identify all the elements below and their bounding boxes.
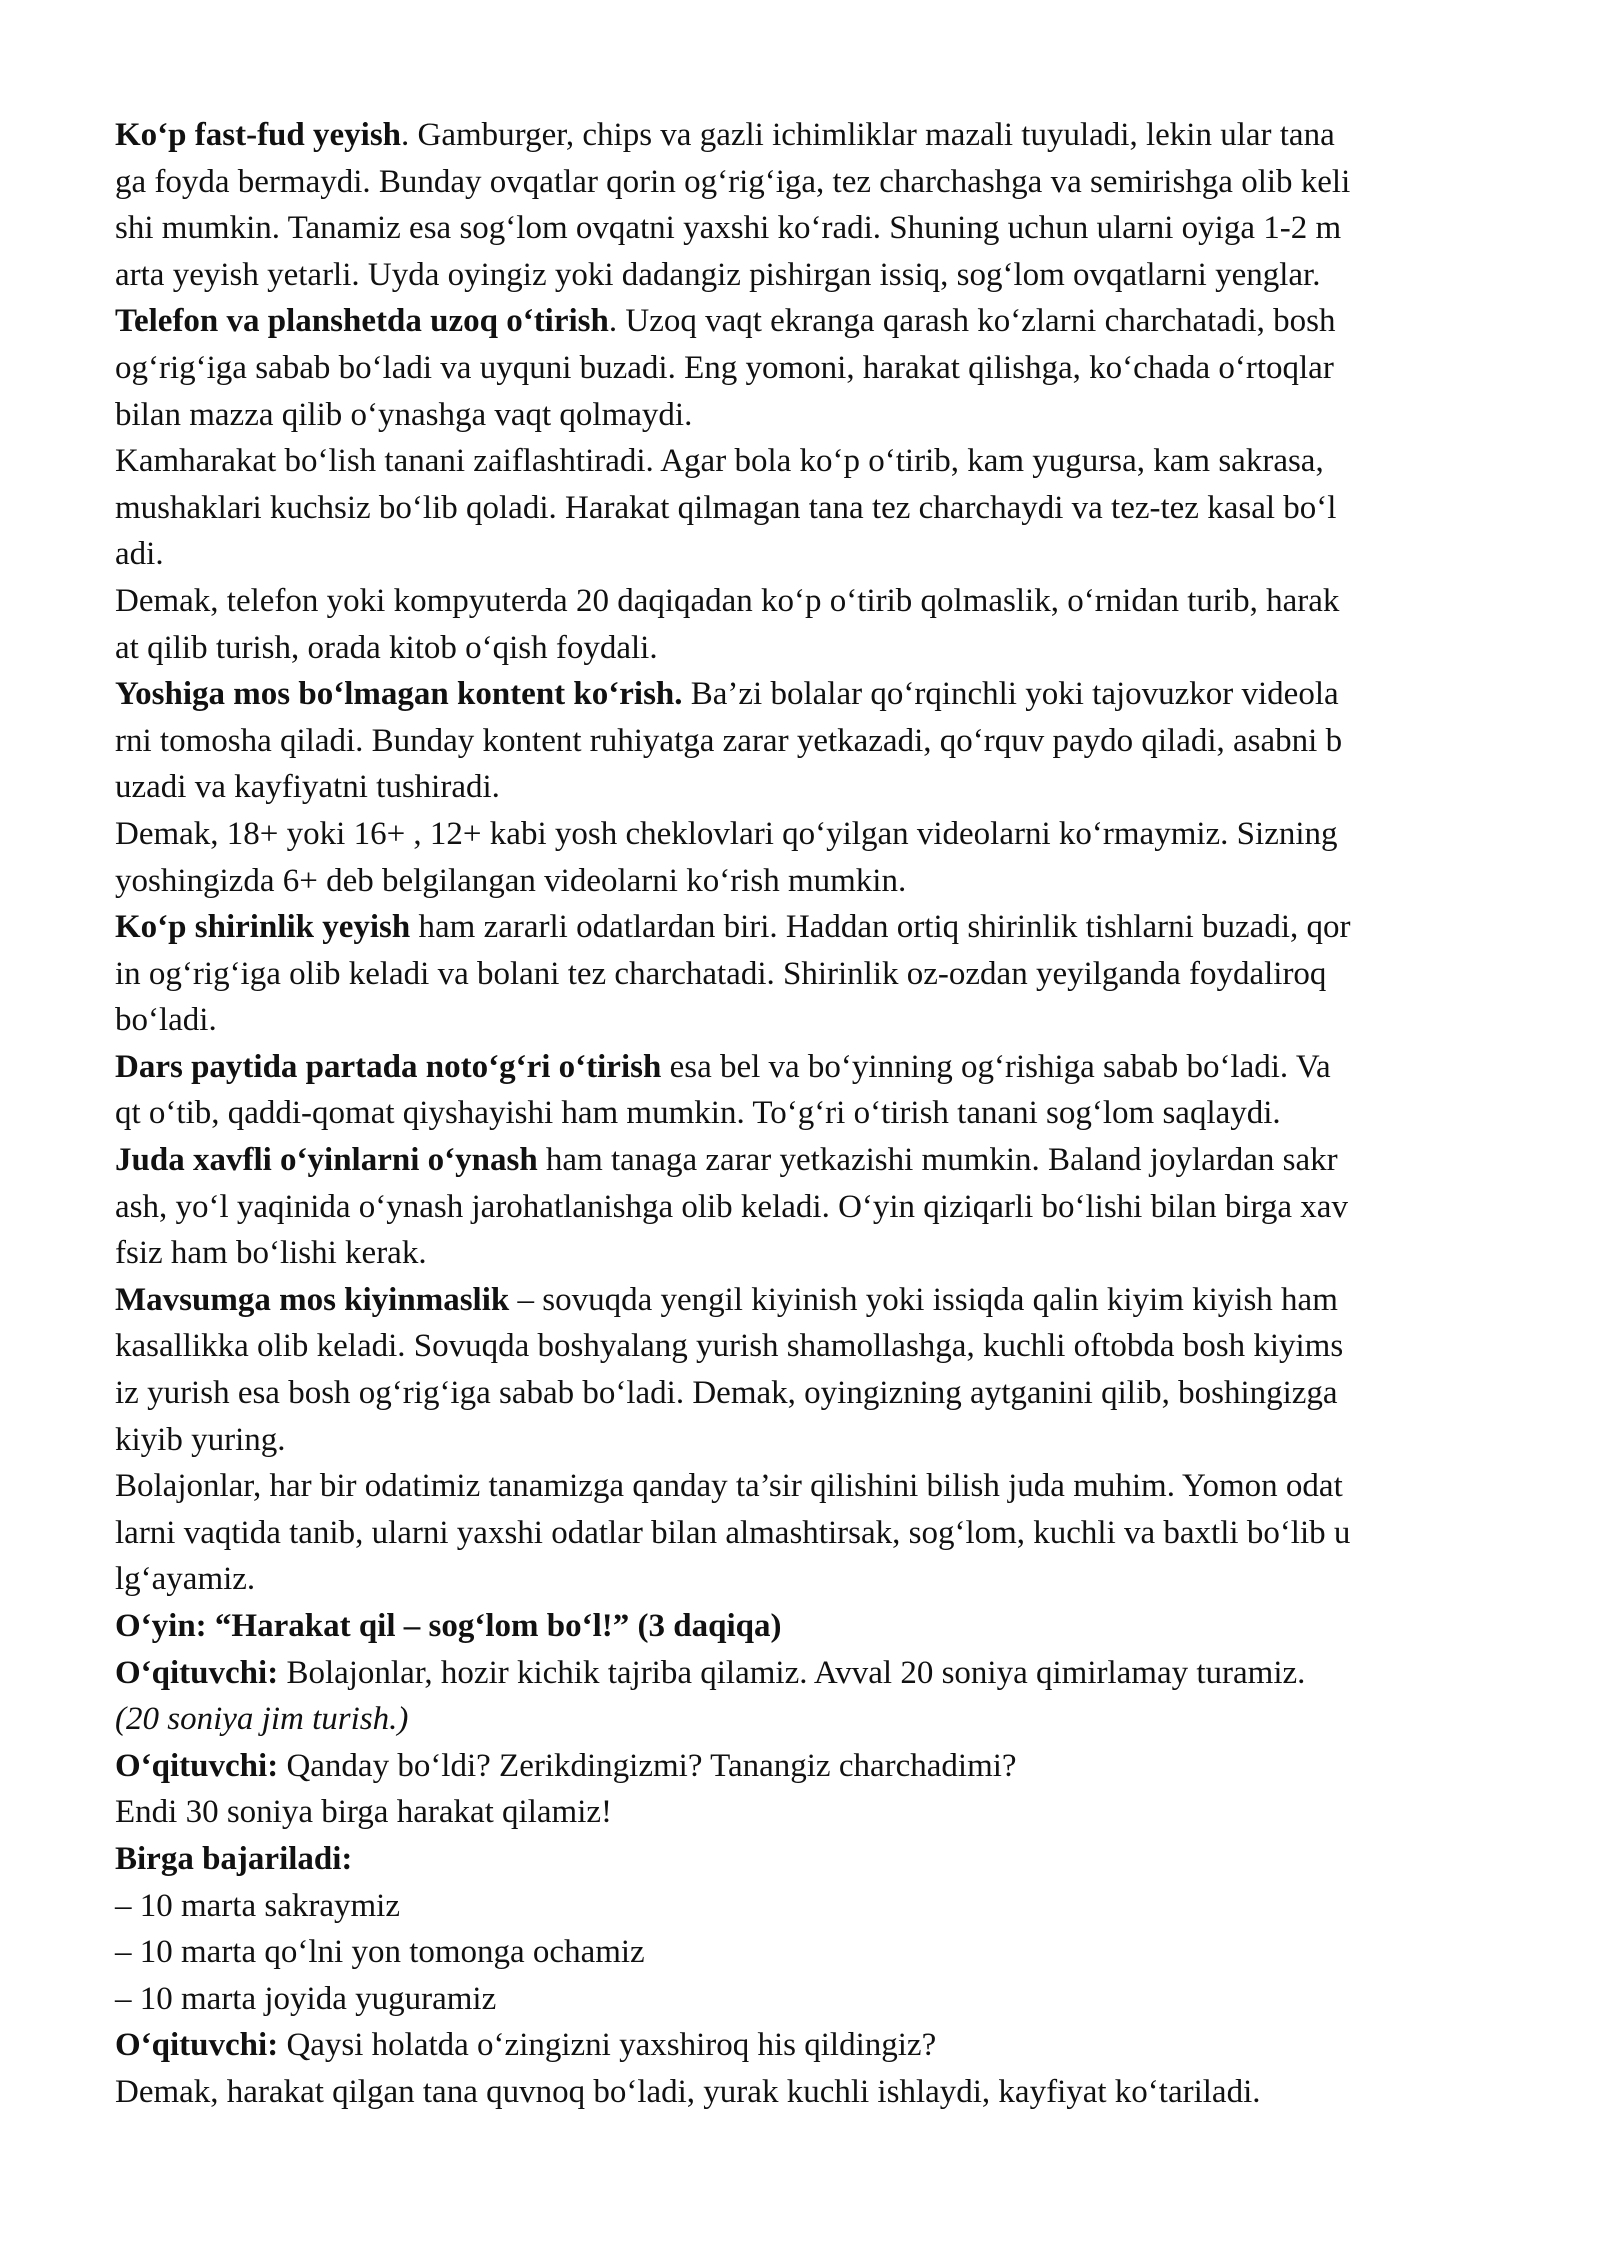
text-line: [115, 1696, 1525, 1743]
body-text: fsiz ham bo‘lishi kerak.: [115, 1235, 427, 1272]
text-line: [115, 205, 1525, 252]
body-text: kiyib yuring.: [115, 1421, 286, 1458]
body-text: Kamharakat bo‘lish tanani zaiflashtiradi. Agar bola ko‘p o‘tirib, kam yugursa, kam sakrasa,: [115, 443, 1324, 480]
italic-text: (20 soniya jim turish.): [115, 1701, 409, 1738]
body-text: uzadi va kayfiyatni tushiradi.: [115, 769, 500, 806]
text-line: [115, 2022, 1525, 2069]
body-text: bilan mazza qilib o‘ynashga vaqt qolmaydi.: [115, 396, 693, 433]
text-line: [115, 1556, 1525, 1603]
body-text: Bolajonlar, har bir odatimiz tanamizga qanday ta’sir qilishini bilish juda muhim. Yomon odat: [115, 1468, 1343, 1505]
text-line: [115, 904, 1525, 951]
text-line: [115, 997, 1525, 1044]
bold-text: Telefon va planshetda uzoq o‘tirish: [115, 303, 609, 340]
body-text: yoshingizda 6+ deb belgilangan videolarni ko‘rish mumkin.: [115, 862, 907, 899]
body-text: at qilib turish, orada kitob o‘qish foydali.: [115, 629, 658, 666]
body-text: rni tomosha qiladi. Bunday kontent ruhiyatga zarar yetkazadi, qo‘rquv paydo qiladi, asabni b: [115, 722, 1343, 759]
bold-text: Yoshiga mos bo‘lmagan kontent ko‘rish.: [115, 676, 683, 713]
text-line: [115, 1230, 1525, 1277]
text-line: [115, 1463, 1525, 1510]
text-line: [115, 1836, 1525, 1883]
body-text: ham tanaga zarar yetkazishi mumkin. Baland joylardan sakr: [537, 1142, 1338, 1179]
text-line: [115, 1976, 1525, 2023]
text-line: [115, 392, 1525, 439]
text-line: [115, 764, 1525, 811]
text-line: [115, 1789, 1525, 1836]
document-page: [115, 112, 1525, 2116]
body-text: larni vaqtida tanib, ularni yaxshi odatlar bilan almashtirsak, sog‘lom, kuchli va baxtli bo‘lib u: [115, 1514, 1351, 1551]
body-text: Ba’zi bolalar qo‘rqinchli yoki tajovuzkor videola: [682, 676, 1339, 713]
body-text: mushaklari kuchsiz bo‘lib qoladi. Harakat qilmagan tana tez charchaydi va tez-tez kasal bo‘l: [115, 489, 1337, 526]
bold-text: O‘qituvchi:: [115, 2027, 279, 2064]
text-line: [115, 1277, 1525, 1324]
bold-text: Birga bajariladi:: [115, 1840, 353, 1877]
body-text: ham zararli odatlardan biri. Haddan ortiq shirinlik tishlarni buzadi, qor: [410, 909, 1351, 946]
body-text: og‘rig‘iga sabab bo‘ladi va uyquni buzadi. Eng yomoni, harakat qilishga, ko‘chada o‘rtoqlar: [115, 349, 1334, 386]
bold-text: O‘qituvchi:: [115, 1747, 279, 1784]
body-text: – 10 marta sakraymiz: [115, 1887, 400, 1924]
text-line: [115, 1883, 1525, 1930]
text-line: [115, 298, 1525, 345]
text-line: [115, 858, 1525, 905]
text-line: [115, 578, 1525, 625]
body-text: in og‘rig‘iga olib keladi va bolani tez charchatadi. Shirinlik oz-ozdan yeyilganda foydaliroq: [115, 955, 1327, 992]
body-text: Demak, 18+ yoki 16+ , 12+ kabi yosh cheklovlari qo‘yilgan videolarni ko‘rmaymiz. Sizning: [115, 815, 1338, 852]
text-line: [115, 1044, 1525, 1091]
body-text: Bolajonlar, hozir kichik tajriba qilamiz. Avval 20 soniya qimirlamay turamiz.: [278, 1654, 1306, 1691]
bold-text: Mavsumga mos kiyinmaslik: [115, 1281, 510, 1318]
bold-text: Dars paytida partada noto‘g‘ri o‘tirish: [115, 1048, 662, 1085]
body-text: ga foyda bermaydi. Bunday ovqatlar qorin og‘rig‘iga, tez charchashga va semirishga olib keli: [115, 163, 1351, 200]
body-text: Qaysi holatda o‘zingizni yaxshiroq his qildingiz?: [278, 2027, 937, 2064]
body-text: – 10 marta qo‘lni yon tomonga ochamiz: [115, 1934, 645, 1971]
text-line: [115, 345, 1525, 392]
text-line: [115, 1743, 1525, 1790]
text-line: [115, 1650, 1525, 1697]
text-line: [115, 1184, 1525, 1231]
body-text: esa bel va bo‘yinning og‘rishiga sabab bo‘ladi. Va: [661, 1048, 1331, 1085]
text-line: [115, 1603, 1525, 1650]
text-line: [115, 1323, 1525, 1370]
text-line: [115, 1090, 1525, 1137]
body-text: Qanday bo‘ldi? Zerikdingizmi? Tanangiz charchadimi?: [278, 1747, 1017, 1784]
body-text: . Gamburger, chips va gazli ichimliklar mazali tuyuladi, lekin ular tana: [401, 117, 1335, 153]
text-line: [115, 625, 1525, 672]
text-line: [115, 112, 1525, 159]
text-line: [115, 671, 1525, 718]
text-line: [115, 159, 1525, 206]
body-text: – 10 marta joyida yuguramiz: [115, 1980, 497, 2017]
body-text: – sovuqda yengil kiyinish yoki issiqda qalin kiyim kiyish ham: [509, 1281, 1338, 1318]
text-line: [115, 1417, 1525, 1464]
body-text: Demak, telefon yoki kompyuterda 20 daqiqadan ko‘p o‘tirib qolmaslik, o‘rnidan turib, harak: [115, 582, 1340, 619]
text-line: [115, 1510, 1525, 1557]
body-text: . Uzoq vaqt ekranga qarash ko‘zlarni charchatadi, bosh: [608, 303, 1336, 340]
body-text: bo‘ladi.: [115, 1002, 217, 1039]
bold-text: Ko‘p shirinlik yeyish: [115, 909, 411, 946]
text-line: [115, 485, 1525, 532]
text-line: [115, 252, 1525, 299]
bold-text: Juda xavfli o‘yinlarni o‘ynash: [115, 1142, 538, 1179]
body-text: Endi 30 soniya birga harakat qilamiz!: [115, 1794, 612, 1831]
text-line: [115, 951, 1525, 998]
text-line: [115, 1137, 1525, 1184]
body-text: iz yurish esa bosh og‘rig‘iga sabab bo‘ladi. Demak, oyingizning aytganini qilib, boshingizga: [115, 1375, 1338, 1412]
body-text: arta yeyish yetarli. Uyda oyingiz yoki dadangiz pishirgan issiq, sog‘lom ovqatlarni yenglar.: [115, 256, 1321, 293]
text-line: [115, 531, 1525, 578]
body-text: Demak, harakat qilgan tana quvnoq bo‘ladi, yurak kuchli ishlaydi, kayfiyat ko‘tariladi.: [115, 2073, 1261, 2110]
body-text: adi.: [115, 536, 164, 573]
body-text: qt o‘tib, qaddi-qomat qiyshayishi ham mumkin. To‘g‘ri o‘tirish tanani sog‘lom saqlaydi.: [115, 1095, 1281, 1132]
bold-text: O‘yin: “Harakat qil – sog‘lom bo‘l!” (3 daqiqa): [115, 1608, 782, 1644]
text-line: [115, 811, 1525, 858]
text-line: [115, 2069, 1525, 2116]
body-text: ash, yo‘l yaqinida o‘ynash jarohatlanishga olib keladi. O‘yin qiziqarli bo‘lishi bilan birga xav: [115, 1188, 1348, 1225]
body-text: lg‘ayamiz.: [115, 1561, 256, 1598]
bold-text: Ko‘p fast-fud yeyish: [115, 117, 402, 153]
body-text: kasallikka olib keladi. Sovuqda boshyalang yurish shamollashga, kuchli oftobda bosh kiyims: [115, 1328, 1344, 1365]
text-line: [115, 718, 1525, 765]
text-line: [115, 438, 1525, 485]
text-line: [115, 1929, 1525, 1976]
bold-text: O‘qituvchi:: [115, 1654, 279, 1691]
body-text: shi mumkin. Tanamiz esa sog‘lom ovqatni yaxshi ko‘radi. Shuning uchun ularni oyiga 1-2 m: [115, 210, 1342, 247]
text-line: [115, 1370, 1525, 1417]
